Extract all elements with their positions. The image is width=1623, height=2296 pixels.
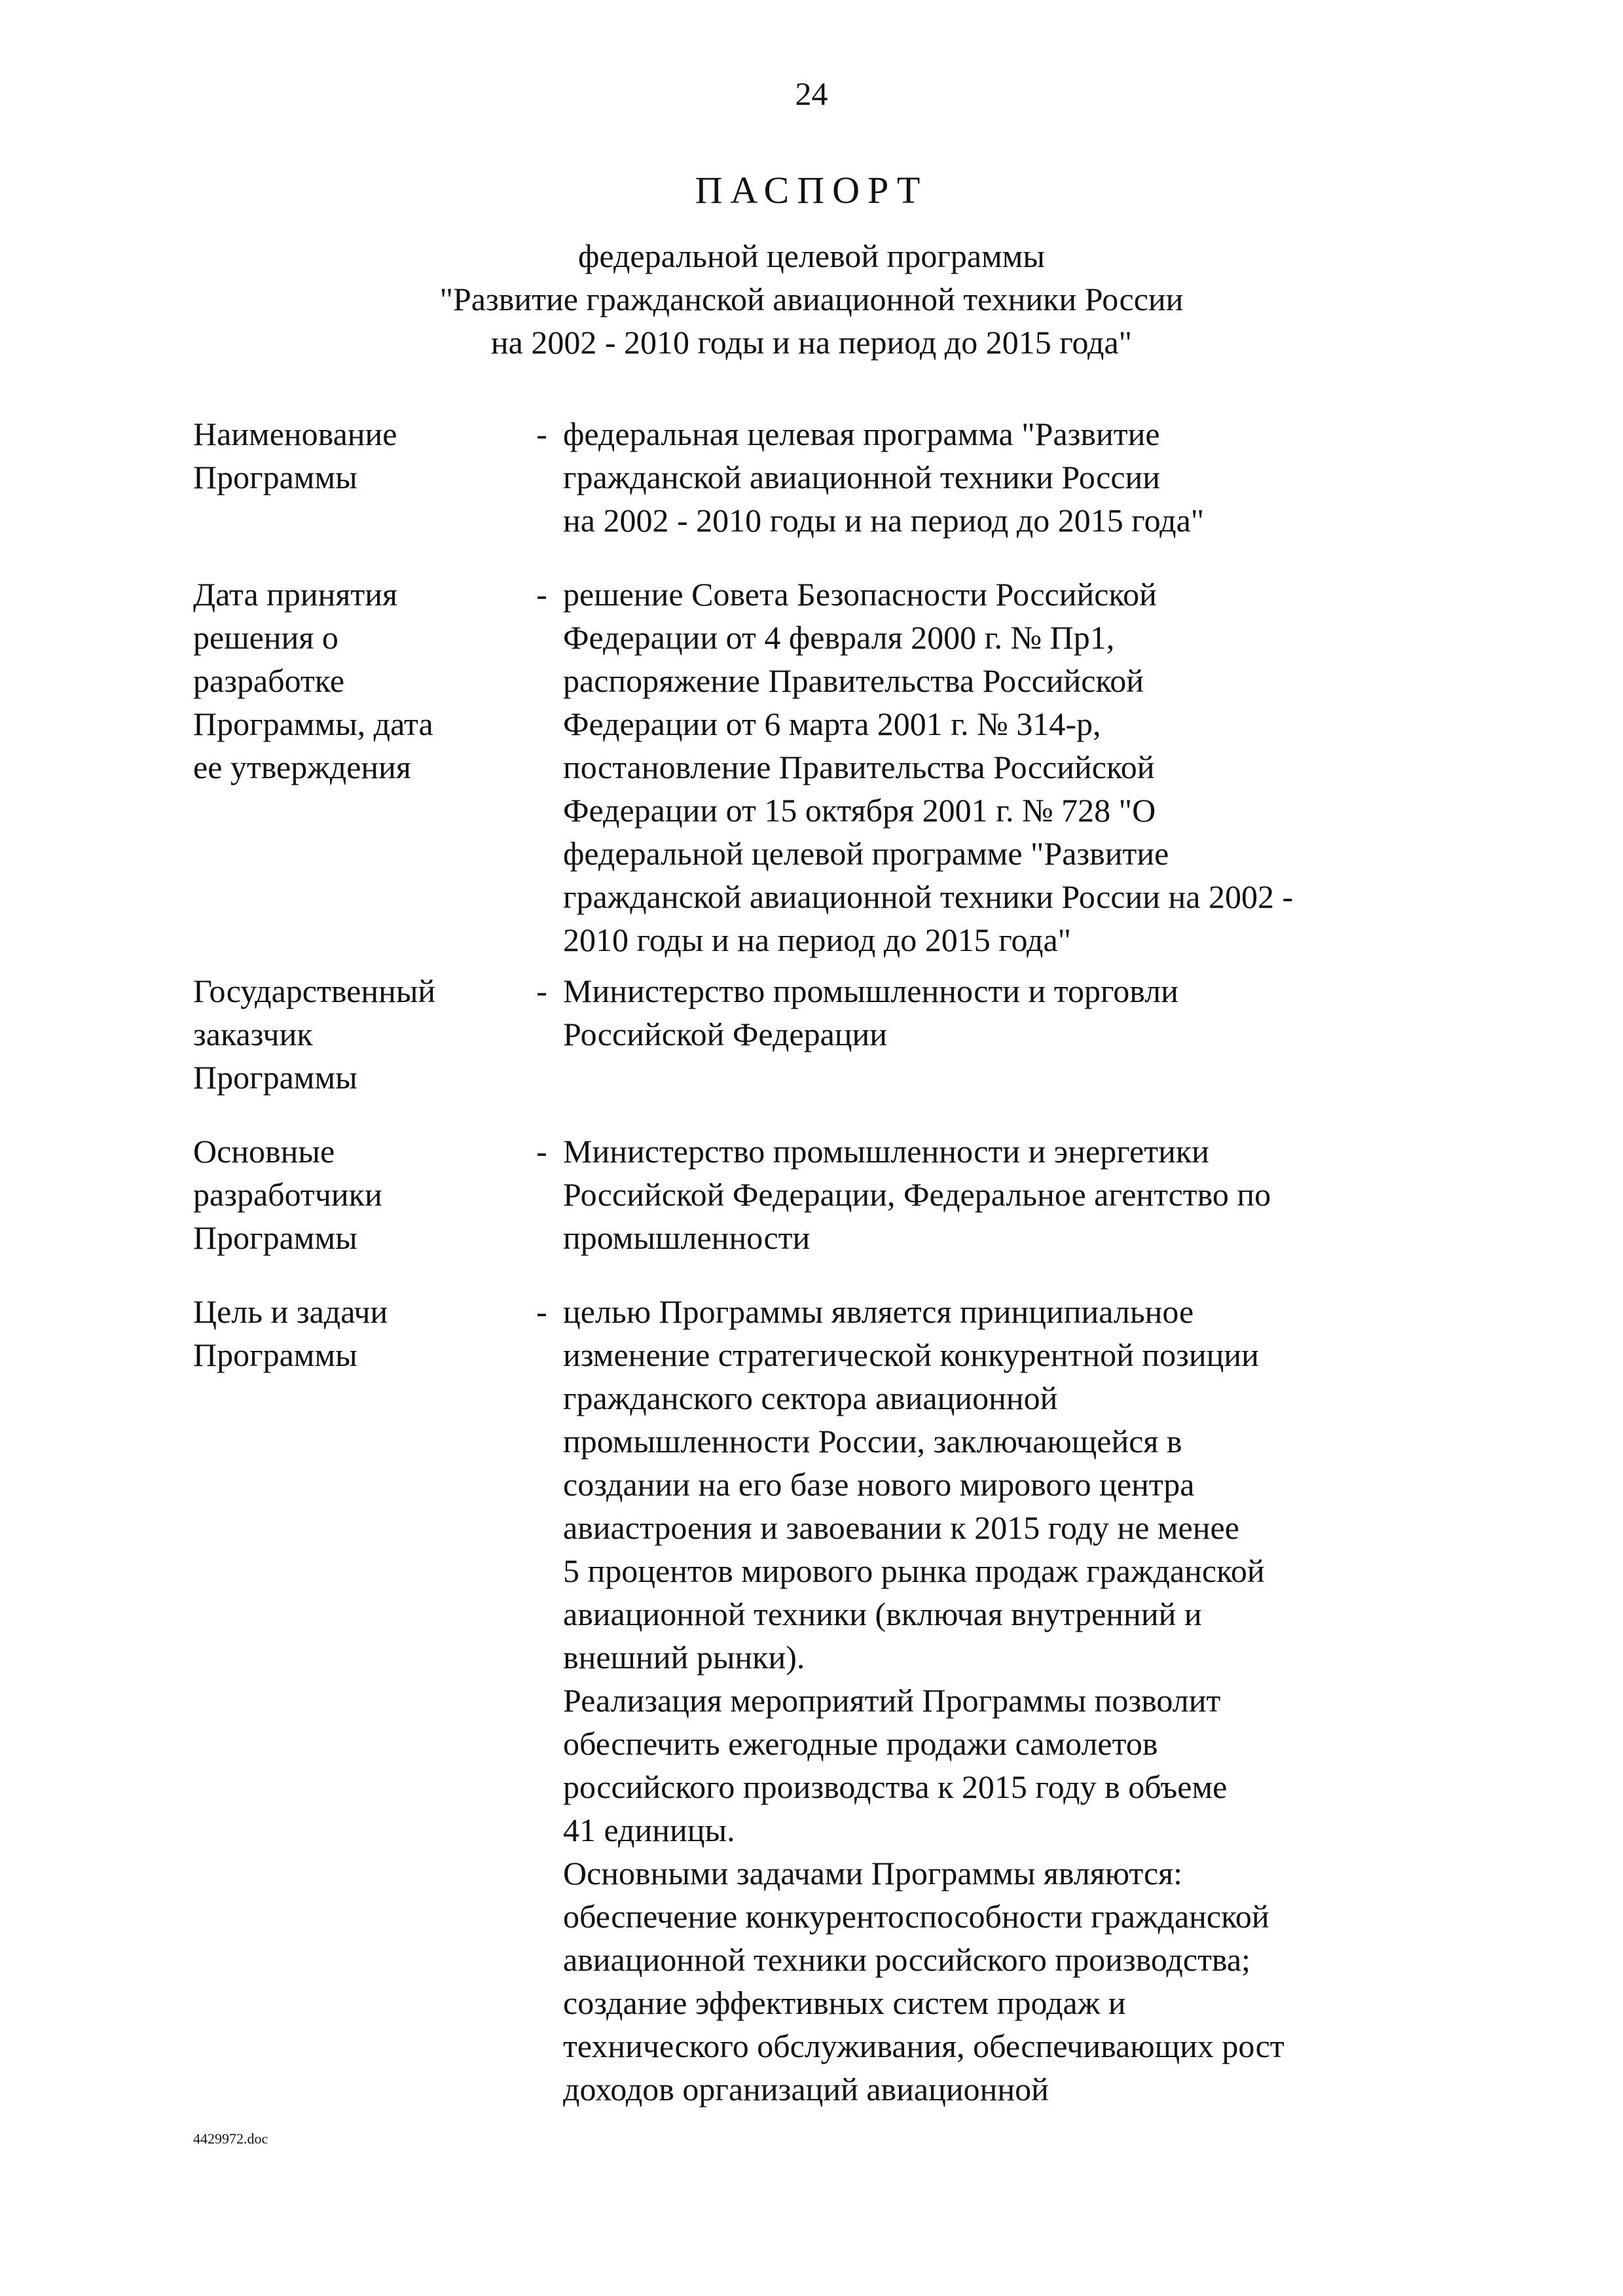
subtitle-line: на 2002 - 2010 годы и на период до 2015 года" xyxy=(490,324,1133,361)
row-value xyxy=(563,969,1437,1056)
label-line: Программы xyxy=(193,1336,357,1373)
row-value xyxy=(563,573,1437,961)
label-line: Наименование xyxy=(193,416,397,452)
value-line: авиастроения и завоевании к 2015 году не менее xyxy=(563,1509,1239,1546)
row-label xyxy=(193,1130,520,1259)
value-line: целью Программы является принципиальное xyxy=(563,1293,1194,1330)
passport-row-developers xyxy=(193,1130,1437,1290)
value-line: 2010 годы и на период до 2015 года" xyxy=(563,922,1072,958)
value-line: Российской Федерации xyxy=(563,1016,888,1052)
value-line: обеспечение конкурентоспособности гражданской xyxy=(563,1898,1269,1935)
value-line: авиационной техники (включая внутренний и xyxy=(563,1596,1202,1632)
value-line: Федерации от 4 февраля 2000 г. № Пр1, xyxy=(563,619,1115,656)
label-line: разработчики xyxy=(193,1176,382,1213)
value-line: гражданской авиационной техники России на 2002 - xyxy=(563,878,1294,915)
document-subtitle xyxy=(0,234,1623,364)
label-line: Государственный xyxy=(193,973,436,1009)
label-line: Программы xyxy=(193,1219,357,1256)
value-line: постановление Правительства Российской xyxy=(563,749,1155,785)
label-line: Основные xyxy=(193,1133,335,1170)
row-value xyxy=(563,1290,1437,2111)
label-line: Программы xyxy=(193,459,357,495)
passport-row-goals xyxy=(193,1290,1437,2111)
row-label xyxy=(193,412,520,499)
value-line: обеспечить ежегодные продажи самолетов xyxy=(563,1725,1158,1762)
passport-row-name xyxy=(193,412,1437,573)
row-label xyxy=(193,1290,520,1376)
value-line: Основными задачами Программы являются: xyxy=(563,1855,1183,1892)
value-line: создании на его базе нового мирового центра xyxy=(563,1466,1195,1503)
value-line: доходов организаций авиационной xyxy=(563,2071,1049,2108)
document-title: ПАСПОРТ xyxy=(695,169,928,211)
value-line: Реализация мероприятий Программы позволит xyxy=(563,1682,1221,1719)
passport-table xyxy=(193,412,1437,2111)
label-line: решения о xyxy=(193,619,338,656)
row-label xyxy=(193,969,520,1099)
value-line: 5 процентов мирового рынка продаж гражданской xyxy=(563,1552,1265,1589)
value-line: промышленности xyxy=(563,1219,811,1256)
row-label xyxy=(193,573,520,789)
row-value xyxy=(563,1130,1437,1259)
row-value xyxy=(563,412,1437,542)
value-line: авиационной техники российского производства; xyxy=(563,1941,1250,1978)
row-dash: - xyxy=(536,1133,547,1170)
label-line: Дата принятия xyxy=(193,576,398,613)
value-line: технического обслуживания, обеспечивающих рост xyxy=(563,2028,1285,2064)
value-line: изменение стратегической конкурентной позиции xyxy=(563,1336,1259,1373)
value-line: внешний рынки). xyxy=(563,1639,805,1676)
value-line: 41 единицы. xyxy=(563,1812,735,1848)
passport-row-customer xyxy=(193,969,1437,1130)
row-dash: - xyxy=(536,973,547,1009)
passport-row-date xyxy=(193,573,1437,969)
label-line: Программы, дата xyxy=(193,706,433,742)
subtitle-line: федеральной целевой программы xyxy=(578,238,1045,274)
label-line: ее утверждения xyxy=(193,749,411,785)
value-line: промышленности России, заключающейся в xyxy=(563,1423,1182,1460)
value-line: решение Совета Безопасности Российской xyxy=(563,576,1157,613)
row-dash: - xyxy=(536,1293,547,1330)
value-line: на 2002 - 2010 годы и на период до 2015 года" xyxy=(563,502,1205,539)
page-number: 24 xyxy=(795,75,828,112)
row-dash: - xyxy=(536,576,547,613)
value-line: федеральная целевая программа "Развитие xyxy=(563,416,1160,452)
value-line: Министерство промышленности и торговли xyxy=(563,973,1178,1009)
value-line: федеральной целевой программе "Развитие xyxy=(563,835,1169,872)
value-line: распоряжение Правительства Российской xyxy=(563,662,1144,699)
subtitle-line: "Развитие гражданской авиационной техники России xyxy=(439,281,1184,317)
value-line: создание эффективных систем продаж и xyxy=(563,1984,1126,2021)
value-line: Федерации от 6 марта 2001 г. № 314-р, xyxy=(563,706,1101,742)
value-line: российского производства к 2015 году в объеме xyxy=(563,1768,1228,1805)
value-line: Министерство промышленности и энергетики xyxy=(563,1133,1209,1170)
label-line: заказчик xyxy=(193,1016,313,1052)
value-line: гражданского сектора авиационной xyxy=(563,1380,1058,1416)
row-dash: - xyxy=(536,416,547,452)
value-line: гражданской авиационной техники России xyxy=(563,459,1161,495)
label-line: Программы xyxy=(193,1059,357,1096)
label-line: Цель и задачи xyxy=(193,1293,388,1330)
value-line: Федерации от 15 октября 2001 г. № 728 "О xyxy=(563,792,1156,829)
value-line: Российской Федерации, Федеральное агентство по xyxy=(563,1176,1271,1213)
label-line: разработке xyxy=(193,662,345,699)
document-filename: 4429972.doc xyxy=(193,2130,268,2147)
